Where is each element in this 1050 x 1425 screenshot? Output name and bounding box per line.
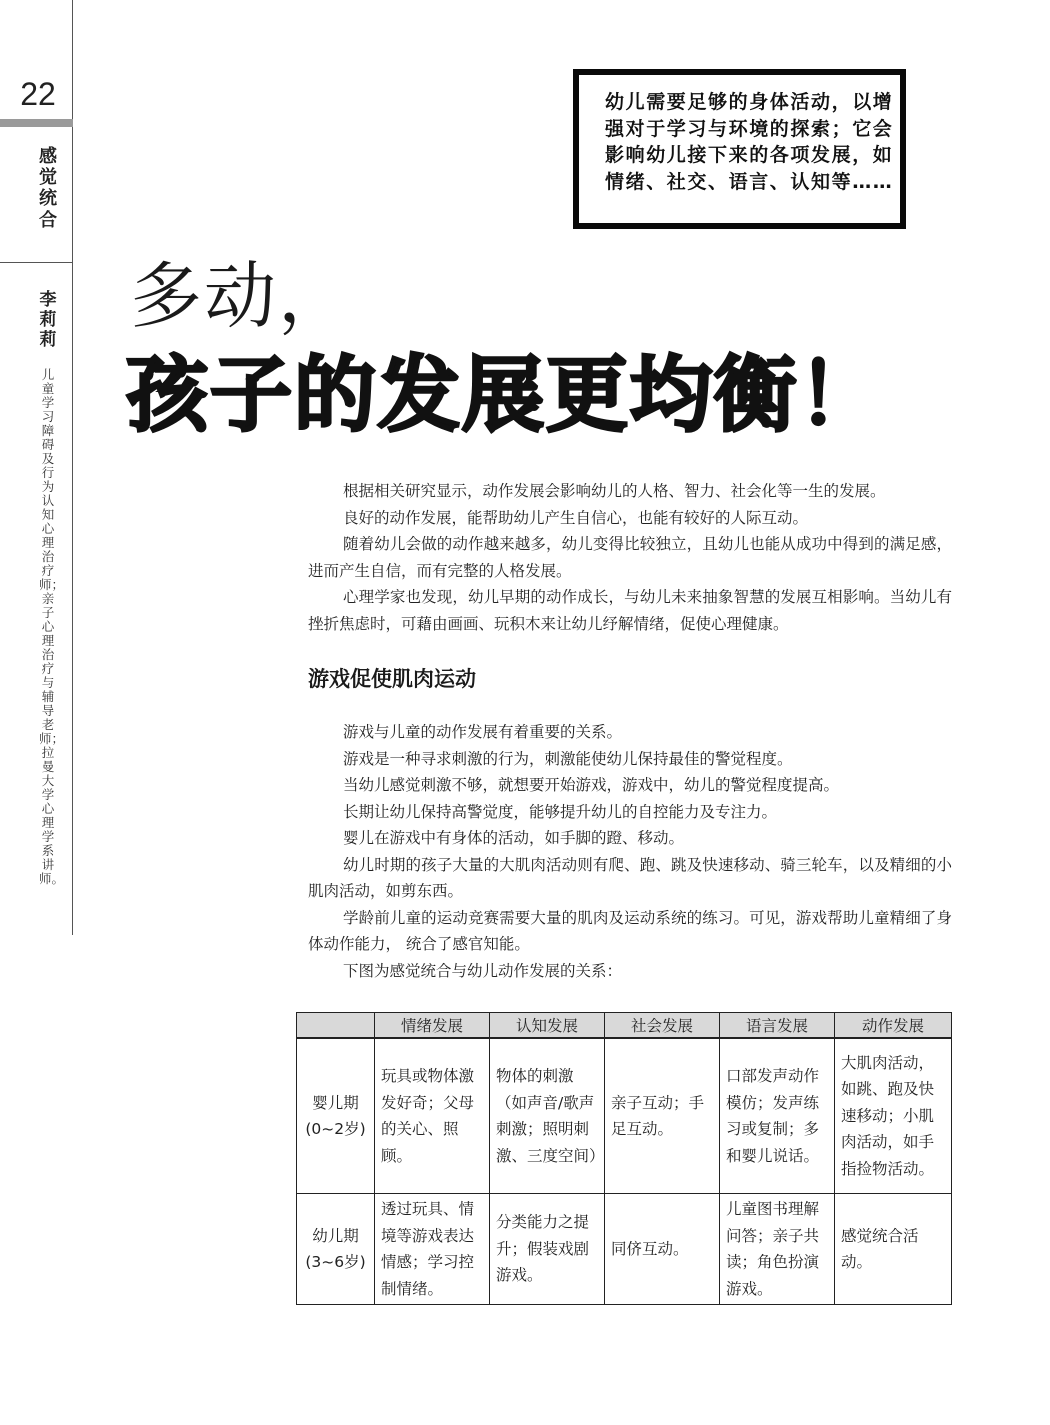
table-cell: 分类能力之提升；假装戏剧游戏。 [490,1194,605,1305]
header-emotion: 情绪发展 [375,1013,490,1039]
paragraph: 良好的动作发展，能帮助幼儿产生自信心，也能有较好的人际互动。 [343,508,809,527]
section-heading: 游戏促使肌肉运动 [308,667,476,691]
table-cell: 同侪互动。 [605,1194,720,1305]
margin-separator [0,262,73,263]
intro-section [308,478,952,637]
stage-label: 幼儿期 [312,1226,359,1245]
section-name: 感觉统合 [39,146,57,231]
table-corner [297,1013,375,1039]
paragraph: 婴儿在游戏中有身体的活动，如手脚的蹬、移动。 [343,829,685,847]
table-cell: 儿童图书理解问答；亲子共读；角色扮演游戏。 [720,1194,835,1305]
author-bio: 儿童学习障碍及行为认知心理治疗师；亲子心理治疗与辅导老师；拉曼大学心理学系讲师。 [39,367,65,886]
table-cell: 玩具或物体激发好奇；父母的关心、照顾。 [375,1038,490,1194]
stage-cell [297,1194,375,1305]
quote-text: 幼儿需要足够的身体活动，以增强对于学习与环境的探索；它会影响幼儿接下来的各项发展，如情绪、社交、语言、认知等…… [605,91,894,193]
table-cell: 口部发声动作模仿；发声练习或复制；多和婴儿说话。 [720,1038,835,1194]
table-row [297,1038,952,1194]
stage-cell [297,1038,375,1194]
paragraph: 游戏是一种寻求刺激的行为，刺激能使幼儿保持最佳的警觉程度。 [343,749,793,768]
table-cell: 感觉统合活动。 [835,1194,952,1305]
stage-age: (3~6岁) [305,1253,366,1271]
paragraph: 学龄前儿童的运动竞赛需要大量的肌肉及运动系统的练习。可见，游戏帮助儿童精细了身体动作能力， 统合了感官知能。 [308,908,952,953]
table-cell: 物体的刺激（如声音/歌声刺激；照明刺激、三度空间） [490,1038,605,1194]
author-name: 李莉莉 [39,290,57,351]
title-line-2: 孩子的发展更均衡！ [126,348,883,443]
development-table [296,1012,952,1305]
paragraph: 长期让幼儿保持高警觉度，能够提升幼儿的自控能力及专注力。 [343,802,778,821]
table-row [297,1194,952,1305]
paragraph: 幼儿时期的孩子大量的大肌肉活动则有爬、跑、跳及快速移动、骑三轮车，以及精细的小肌肉活动，如剪东西。 [308,855,952,900]
header-motor: 动作发展 [835,1013,952,1039]
stage-age: (0~2岁) [305,1120,366,1138]
paragraph: 心理学家也发现，幼儿早期的动作成长，与幼儿未来抽象智慧的发展互相影响。当幼儿有挫折焦虑时，可藉由画画、玩积木来让幼儿纾解情绪，促使心理健康。 [308,588,952,633]
paragraph: 随着幼儿会做的动作越来越多，幼儿变得比较独立，且幼儿也能从成功中得到的满足感，进而产生自信，而有完整的人格发展。 [308,535,952,580]
header-language: 语言发展 [720,1013,835,1039]
table-cell: 大肌肉活动，如跳、跑及快速移动；小肌肉活动，如手指捡物活动。 [835,1038,952,1194]
stage-label: 婴儿期 [312,1093,359,1112]
title-line-1: 多动， [130,254,353,338]
games-section [308,719,952,984]
table-cell: 透过玩具、情境等游戏表达情感；学习控制情绪。 [375,1194,490,1305]
table-header-row [297,1013,952,1039]
paragraph: 下图为感觉统合与幼儿动作发展的关系： [343,961,623,980]
table-cell: 亲子互动；手足互动。 [605,1038,720,1194]
paragraph: 游戏与儿童的动作发展有着重要的关系。 [343,723,623,741]
paragraph: 根据相关研究显示，动作发展会影响幼儿的人格、智力、社会化等一生的发展。 [343,482,886,500]
margin-rule [72,0,73,935]
header-social: 社会发展 [605,1013,720,1039]
header-cognition: 认知发展 [490,1013,605,1039]
page-number: 22 [20,76,56,112]
paragraph: 当幼儿感觉刺激不够，就想要开始游戏，游戏中，幼儿的警觉程度提高。 [343,776,840,794]
page-number-bar [0,119,73,127]
quote-box [573,69,906,229]
